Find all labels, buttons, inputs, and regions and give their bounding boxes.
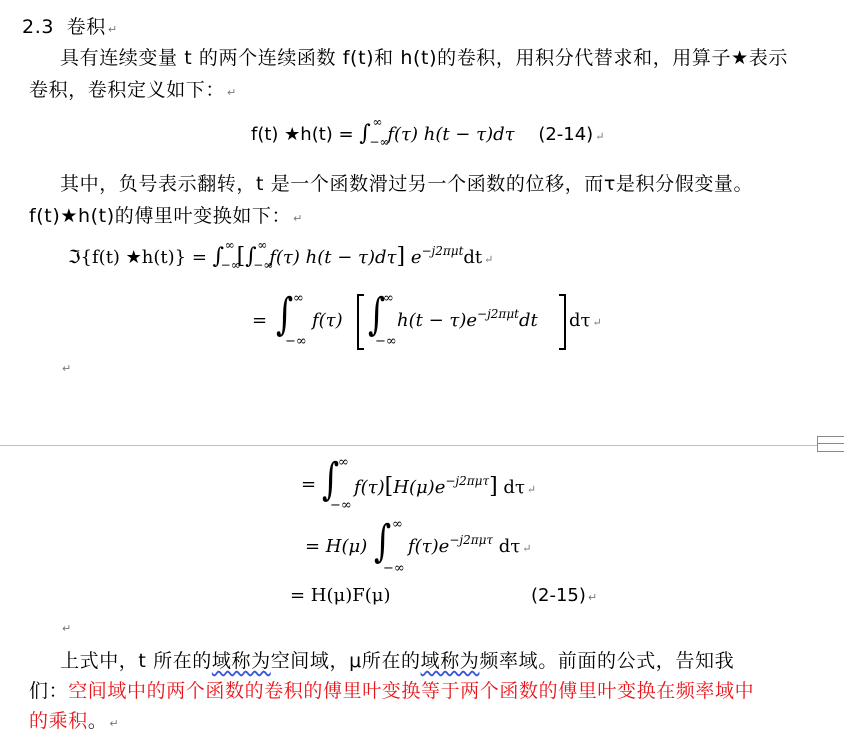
lower-limit: −∞ <box>330 498 352 513</box>
para1-line2-text: 卷积，卷积定义如下： <box>29 79 226 101</box>
lower-limit: −∞ <box>369 135 390 149</box>
integral-sign: ∫ ∞ −∞ <box>212 238 241 272</box>
upper-limit: ∞ <box>338 455 349 470</box>
lower-limit: −∞ <box>285 334 307 349</box>
paragraph-mark: ↵ <box>107 23 118 36</box>
ft4-body: $f(\tau)e^{-j2\pi\mu\tau}$ dτ ↵ <box>408 533 532 557</box>
grammar-underline: 域称为 <box>420 650 480 672</box>
ft2-tail: dτ ↵ <box>569 310 602 331</box>
eq1-lhs: f(t) ★h(t) = <box>251 124 360 145</box>
ft3-body: $f(\tau)[H(\mu)e^{-j2\pi\mu\tau}]$ dτ ↵ <box>354 474 537 499</box>
paragraph-mark: ↵ <box>227 86 237 99</box>
highlighted-conclusion-end: 的乘积 <box>29 710 88 732</box>
section-heading <box>22 12 118 39</box>
eq-2-15-number: (2-15) ↵ <box>531 585 598 606</box>
integral-sign: ∫ ∞ −∞ <box>359 115 390 149</box>
upper-limit: ∞ <box>372 115 383 129</box>
fourier-eq-line2: = <box>252 310 268 331</box>
paragraph-mark: ↵ <box>595 130 605 143</box>
paragraph-mark: ↵ <box>484 253 494 266</box>
ft4-lhs: = H(μ) <box>305 536 368 557</box>
ft2-inner: $h(t - \tau)e^{-j2\pi\mu t}dt$ <box>397 307 538 331</box>
section-number: 2.3 <box>22 16 55 38</box>
lower-limit: −∞ <box>375 334 397 349</box>
grammar-underline: 域称为 <box>211 650 271 672</box>
eq1-number: (2-14) <box>538 124 594 145</box>
big-integral-sign: ∫ <box>276 289 294 340</box>
para2-line1: 其中，负号表示翻转，t 是一个函数滑过另一个函数的位移，而τ是积分假变量。 <box>60 173 754 195</box>
lower-limit: −∞ <box>383 561 405 576</box>
integral-sign: ∫ ∞ −∞ <box>245 238 274 272</box>
ft1-inner: f(τ) h(t − τ)dτ <box>269 247 397 268</box>
para3-line2: 们：空间域中的两个函数的卷积的傅里叶变换等于两个函数的傅里叶变换在频率域中 <box>29 680 755 702</box>
para2-line2-text: f(t)★h(t)的傅里叶变换如下： <box>29 205 292 227</box>
para1-line1: 具有连续变量 t 的两个连续函数 f(t)和 h(t)的卷积，用积分代替求和，用算子★表示 <box>60 47 788 69</box>
para3-line1: 上式中，t 所在的域称为空间域，μ所在的域称为频率域。前面的公式，告知我 <box>60 650 735 672</box>
big-integral-sign: ∫ <box>322 454 340 505</box>
big-integral-sign: ∫ <box>374 516 392 567</box>
page-break-divider <box>0 445 844 446</box>
para3-line3: 的乘积。 ↵ <box>29 710 120 732</box>
page-break-box-icon <box>817 436 844 452</box>
ft3-eq: = <box>301 474 317 495</box>
para1-line2 <box>29 75 237 102</box>
ft1-tail: dt <box>463 247 483 268</box>
ft5-body: = H(μ)F(μ) <box>290 585 391 606</box>
paragraph-mark: ↵ <box>62 622 72 635</box>
para2-line2 <box>29 201 303 228</box>
highlighted-conclusion: 空间域中的两个函数的卷积的傅里叶变换等于两个函数的傅里叶变换在频率域中 <box>68 680 755 702</box>
equation-2-14 <box>251 115 605 149</box>
ft1-lhs: ℑ{f(t) ★h(t)} = <box>68 247 213 268</box>
left-bracket <box>357 294 364 350</box>
paragraph-mark: ↵ <box>62 362 72 375</box>
ft2-f: f(τ) <box>312 310 343 331</box>
section-title: 卷积 <box>66 16 106 38</box>
right-bracket <box>559 294 566 350</box>
big-integral-sign: ∫ <box>368 289 386 340</box>
fourier-eq-line1: ℑ{f(t) ★h(t)} = ∫ ∞ −∞ [∫ ∞ −∞ f(τ) h(t − τ)dτ] $e^{-j2\pi\mu t}dt$ ↵ <box>68 238 494 272</box>
paragraph-mark: ↵ <box>293 212 303 225</box>
eq1-integrand: f(τ) h(t − τ)dτ <box>387 124 515 145</box>
ft1-exponent: −j2πμt <box>421 244 464 258</box>
upper-limit: ∞ <box>392 517 403 532</box>
upper-limit: ∞ <box>383 291 394 306</box>
upper-limit: ∞ <box>293 291 304 306</box>
